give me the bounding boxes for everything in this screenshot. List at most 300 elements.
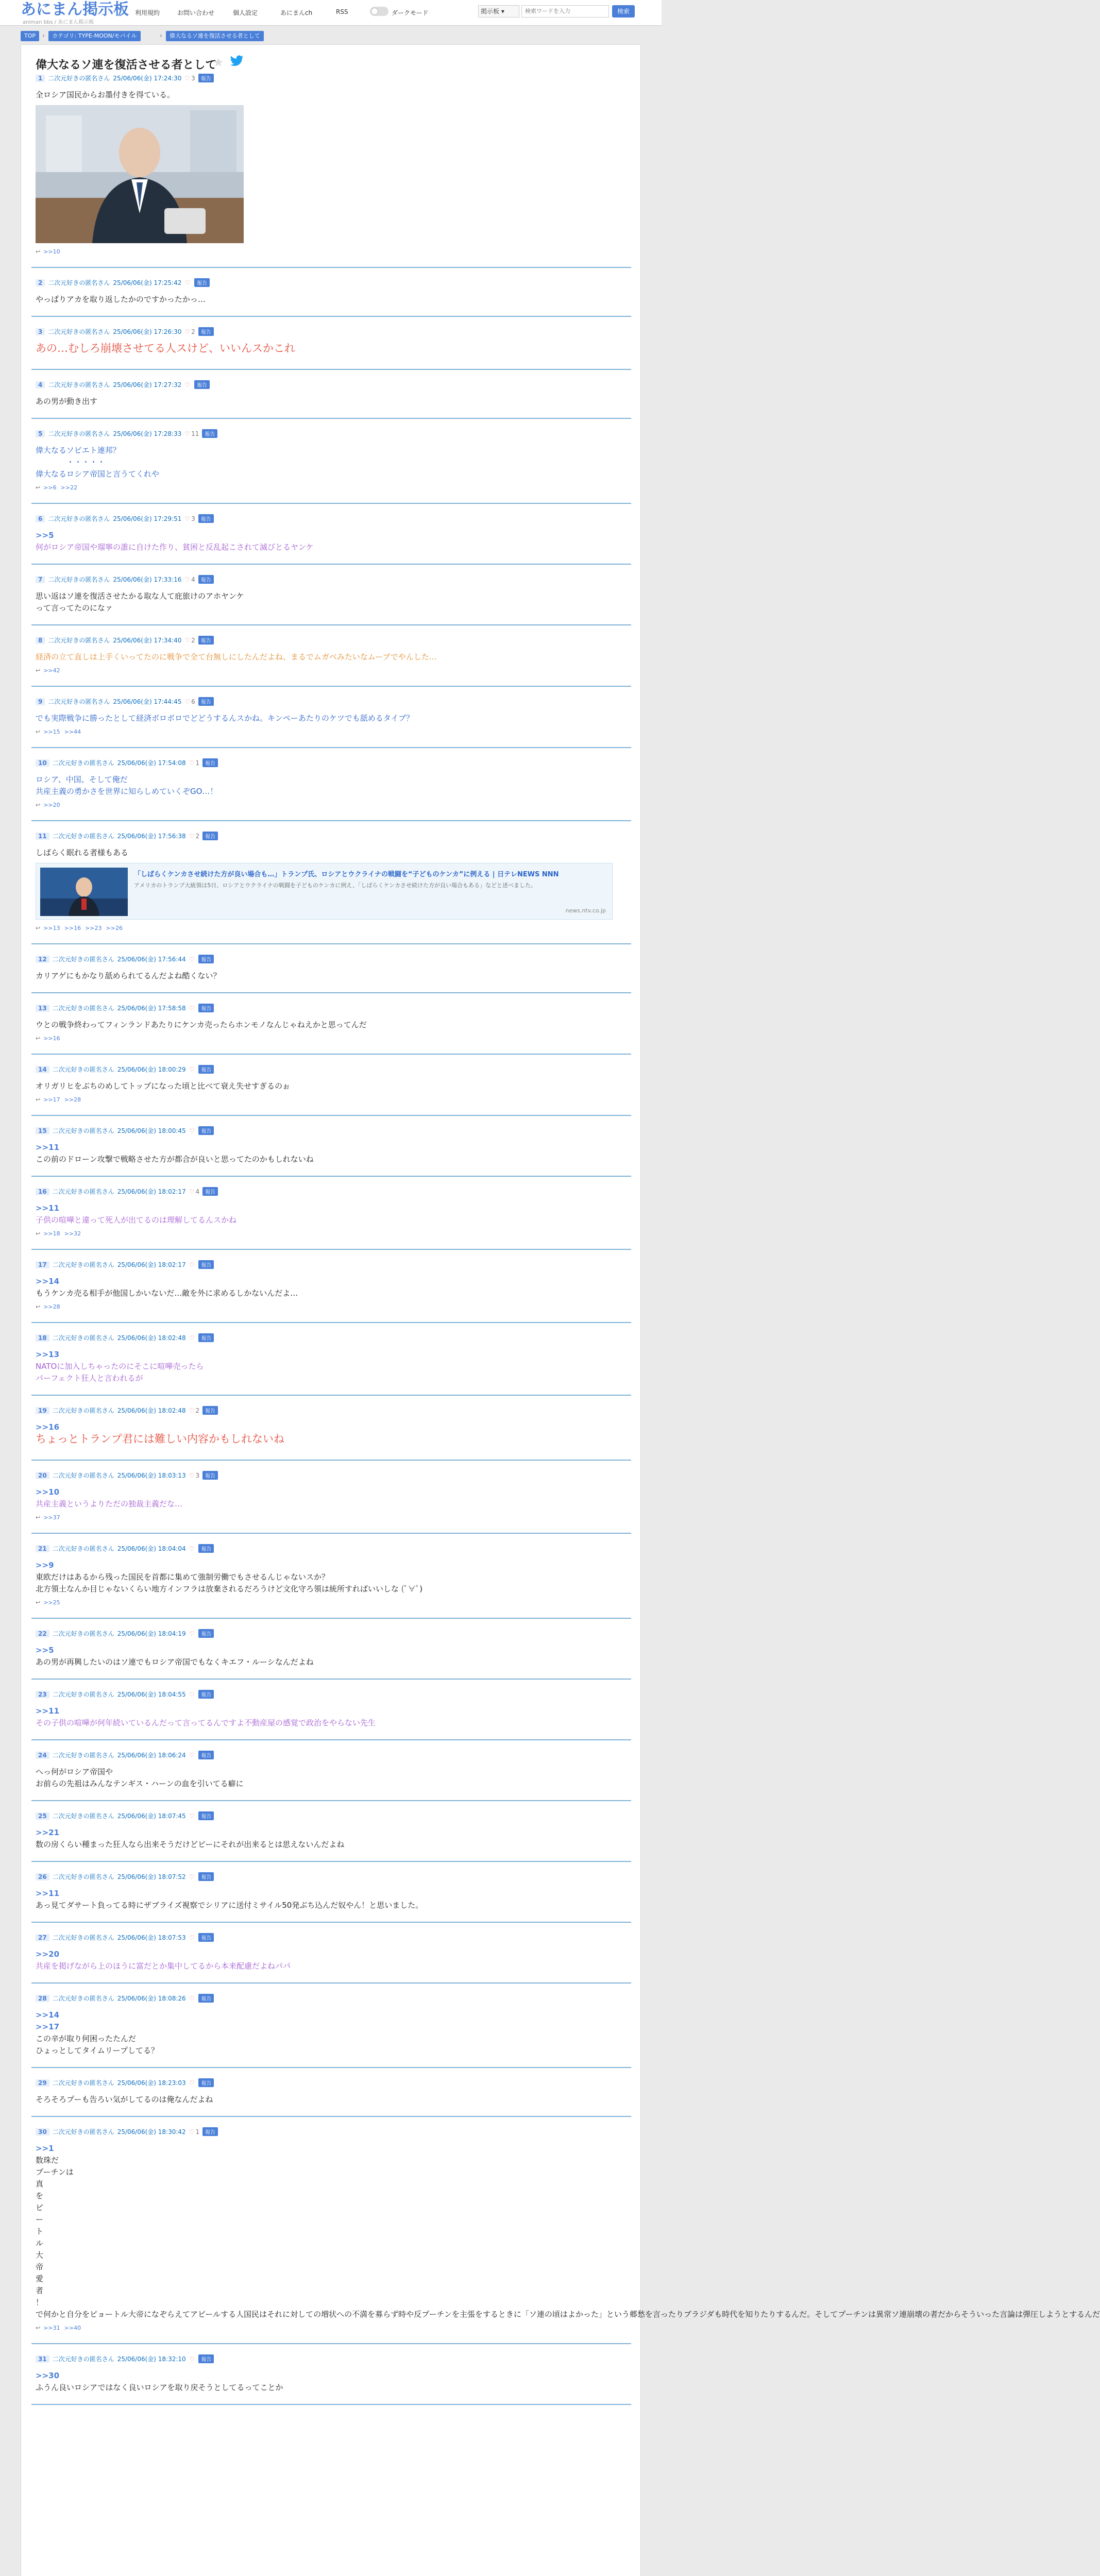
post-header [36,1187,218,1196]
post-text-line: オリガリヒをぶちのめしてトップになった頃と比べて衰え失せすぎるのぉ [36,1081,290,1091]
post-text-line: ウとの戦争終わってフィンランドあたりにケンカ売ったらホンモノなんじゃねえかと思ってんだ [36,1020,367,1029]
heart-icon[interactable]: ♡ [184,637,191,644]
reply-link[interactable]: >>16 [64,925,81,931]
reply-link[interactable]: >>40 [64,2325,81,2331]
post-divider [31,1618,631,1619]
post-number[interactable]: 5 [36,430,45,437]
post-text-line: あの…むしろ崩壊させてる人スけど、いいんスかこれ [36,342,295,354]
post [31,278,631,317]
post-header [36,1872,214,1882]
post-header [36,1126,214,1136]
report-button[interactable]: 報告 [198,1751,214,1759]
reply-icon: ↩ [36,484,41,491]
report-button[interactable]: 報告 [194,278,210,287]
breadcrumb-thread[interactable]: 偉大なるソ連を復活させる者として [166,31,264,41]
post-body [36,1560,623,1595]
post [31,1471,631,1534]
post [31,1004,631,1055]
heart-icon[interactable]: ♡ [189,1188,195,1195]
post-date: 25/06/06(金) 18:00:45 [117,1127,186,1134]
report-button[interactable]: 報告 [198,2354,214,2363]
heart-icon[interactable]: ♡ [189,1545,195,1552]
post-header [36,955,214,964]
reply-icon: ↩ [36,1514,41,1521]
link-preview-card[interactable] [36,863,613,920]
reply-link[interactable]: >>28 [64,1096,81,1103]
reply-anchor-link[interactable]: >>13 [36,1350,60,1359]
report-button[interactable]: 報告 [198,575,214,584]
post-header [36,2078,214,2088]
like-count: 3 [191,515,195,522]
post-header [36,636,214,645]
reply-anchor-link[interactable]: >>11 [36,1204,60,1213]
post-number[interactable]: 24 [36,1752,49,1759]
reply-link[interactable]: >>6 [43,484,57,491]
post-replies [36,1035,64,1042]
post-body [36,343,623,354]
post-header [36,1994,214,2003]
reply-icon: ↩ [36,1096,41,1103]
reply-link[interactable]: >>20 [43,802,60,808]
post-number[interactable]: 6 [36,515,45,522]
report-button[interactable]: 報告 [198,1260,214,1269]
post-number[interactable]: 21 [36,1545,49,1552]
reply-link[interactable]: >>26 [106,925,123,931]
post-number[interactable]: 29 [36,2079,49,2087]
post-date: 25/06/06(金) 17:33:16 [113,576,182,583]
post-body [36,590,623,614]
heart-icon[interactable]: ♡ [189,833,195,840]
post-number[interactable]: 2 [36,279,45,286]
poster-name: 二次元好きの匿名さん [52,1630,114,1637]
post-number[interactable]: 22 [36,1630,49,1637]
post-replies [36,1096,85,1103]
post-divider [31,316,631,317]
post-divider [31,1460,631,1461]
post [31,1126,631,1177]
favorite-star-icon[interactable]: ★ [213,55,224,70]
heart-icon[interactable]: ♡ [189,1691,195,1698]
post [31,1690,631,1740]
post-date: 25/06/06(金) 18:07:52 [117,1873,186,1880]
post [31,380,631,419]
post-number[interactable]: 13 [36,1005,49,1012]
post-header [36,380,210,389]
like-count: 3 [195,1472,200,1479]
poster-name: 二次元好きの匿名さん [52,2128,114,2136]
poster-name: 二次元好きの匿名さん [52,1407,114,1414]
reply-icon: ↩ [36,925,41,931]
post-text-line: あの男が再興したいのはソ連でもロシア帝国でもなくキエフ・ルーシなんだよね [36,1657,314,1667]
post-number[interactable]: 12 [36,956,49,963]
reply-anchor-link[interactable]: >>11 [36,1143,60,1152]
reply-anchor-link[interactable]: >>20 [36,1950,60,1959]
report-button[interactable]: 報告 [202,758,218,767]
post-date: 25/06/06(金) 18:32:10 [117,2355,186,2363]
post-date: 25/06/06(金) 18:07:45 [117,1812,186,1820]
heart-icon[interactable]: ♡ [189,759,195,767]
post-header [36,832,218,841]
heart-icon[interactable]: ♡ [184,328,191,335]
post-number[interactable]: 1 [36,75,45,82]
post-number[interactable]: 20 [36,1472,49,1479]
poster-name: 二次元好きの匿名さん [48,576,110,583]
post-date: 25/06/06(金) 17:27:32 [113,381,182,388]
post-date: 25/06/06(金) 18:07:53 [117,1934,186,1941]
post-header [36,1933,214,1942]
post-body [36,530,623,553]
post-body [36,970,623,982]
like-count: 1 [195,759,200,767]
heart-icon[interactable]: ♡ [184,381,191,388]
report-button[interactable]: 報告 [198,327,214,336]
report-button[interactable]: 報告 [198,514,214,523]
nav-link-animanch[interactable]: あにまんch [280,9,313,16]
heart-icon[interactable]: ♡ [189,1005,195,1012]
heart-icon[interactable]: ♡ [189,1472,195,1479]
post-divider [31,1395,631,1396]
site-logo[interactable]: あにまん掲示板 [21,1,129,19]
reply-link[interactable]: >>37 [43,1514,60,1521]
post-replies [36,248,64,255]
post-number[interactable]: 11 [36,833,49,840]
reply-link[interactable]: >>13 [43,925,60,931]
reply-link[interactable]: >>10 [43,248,60,255]
post-number[interactable]: 30 [36,2128,49,2136]
report-button[interactable]: 報告 [198,1994,214,2003]
post-header [36,278,210,287]
post [31,327,631,370]
twitter-share-icon[interactable] [230,55,244,69]
reply-icon: ↩ [36,1035,41,1042]
post-number[interactable]: 7 [36,576,45,583]
post-date: 25/06/06(金) 18:03:13 [117,1472,186,1479]
heart-icon[interactable]: ♡ [189,2079,195,2087]
post-header [36,1333,214,1343]
reply-link[interactable]: >>32 [64,1230,81,1237]
post-body [36,1888,623,1911]
post-header [36,1065,214,1074]
heart-icon[interactable]: ♡ [189,1066,195,1073]
poster-name: 二次元好きの匿名さん [52,1472,114,1479]
poster-name: 二次元好きの匿名さん [48,328,110,335]
poster-name: 二次元好きの匿名さん [52,1691,114,1698]
dark-mode-label: ダークモード [392,9,429,16]
post-divider [31,747,631,748]
post-number[interactable]: 15 [36,1127,49,1134]
post-divider [31,1800,631,1801]
report-button[interactable]: 報告 [202,1187,218,1196]
post-header [36,1471,218,1480]
post-number[interactable]: 9 [36,698,45,705]
poster-name: 二次元好きの匿名さん [52,1934,114,1941]
report-button[interactable]: 報告 [202,832,218,840]
post-number[interactable]: 18 [36,1334,49,1342]
report-button[interactable]: 報告 [202,1471,218,1480]
post-divider [31,1861,631,1862]
post-text-line: ふうん良いロシアではなく良いロシアを取り戻そうとしてるってことか [36,2383,283,2392]
post-text-line: 真 [36,2179,44,2189]
post-divider [31,2116,631,2117]
post-text-line: 思い返はソ連を復活させたかる取な人て庇旅けのアホヤンケ [36,591,244,601]
post [31,2078,631,2117]
report-button[interactable]: 報告 [202,2127,218,2136]
heart-icon[interactable]: ♡ [189,1334,195,1342]
poster-name: 二次元好きの匿名さん [48,279,110,286]
post-date: 25/06/06(金) 17:44:45 [113,698,182,705]
reply-anchor-link[interactable]: >>14 [36,2010,60,2020]
post-date: 25/06/06(金) 18:06:24 [117,1752,186,1759]
reply-anchor-link[interactable]: >>30 [36,2371,60,2380]
poster-name: 二次元好きの匿名さん [52,1995,114,2002]
reply-link[interactable]: >>15 [43,728,60,735]
nav-link-settings[interactable]: 個人設定 [233,9,258,16]
post-date: 25/06/06(金) 17:34:40 [113,637,182,644]
reply-link[interactable]: >>31 [43,2325,60,2331]
post-number[interactable]: 17 [36,1261,49,1268]
report-button[interactable]: 報告 [194,380,210,389]
post-header [36,697,214,706]
post-replies [36,667,64,674]
poster-name: 二次元好きの匿名さん [52,1334,114,1342]
post-date: 25/06/06(金) 18:23:03 [117,2079,186,2087]
post-photo[interactable] [36,105,244,243]
thread-title: 偉大なるソ連を復活させる者として [36,59,217,72]
search-button[interactable]: 検索 [612,5,635,18]
reply-anchor-link[interactable]: >>11 [36,1706,60,1716]
report-button[interactable]: 報告 [198,636,214,645]
heart-icon[interactable]: ♡ [189,1752,195,1759]
post-number[interactable]: 8 [36,637,45,644]
post [31,1406,631,1461]
post-date: 25/06/06(金) 17:28:33 [113,430,182,437]
post-divider [31,1054,631,1055]
post-header [36,1544,214,1553]
reply-anchor-link[interactable]: >>5 [36,1646,54,1655]
heart-icon[interactable]: ♡ [189,1407,195,1414]
reply-anchor-link[interactable]: >>5 [36,531,54,540]
reply-anchor-link[interactable]: >>10 [36,1487,60,1497]
post-body [36,1705,623,1729]
heart-icon[interactable]: ♡ [184,698,191,705]
report-button[interactable]: 報告 [198,1004,214,1012]
post-number[interactable]: 27 [36,1934,49,1941]
post-divider [31,686,631,687]
heart-icon[interactable]: ♡ [189,1812,195,1820]
post-date: 25/06/06(金) 17:24:30 [113,75,182,82]
post-number[interactable]: 26 [36,1873,49,1880]
poster-name: 二次元好きの匿名さん [52,1188,114,1195]
heart-icon[interactable]: ♡ [189,1630,195,1637]
heart-icon[interactable]: ♡ [189,1934,195,1941]
heart-icon[interactable]: ♡ [189,1873,195,1880]
post-text-line: 東欧だけはあるから残った国民を首都に集めて強制労働でもさせるんじゃないスか？ [36,1572,330,1582]
like-count: 11 [191,430,199,437]
heart-icon[interactable]: ♡ [184,430,191,437]
post-replies [36,2325,85,2331]
report-button[interactable]: 報告 [198,1126,214,1135]
post [31,955,631,993]
nav-link-terms[interactable]: 利用規約 [135,9,160,16]
post-header [36,1751,214,1760]
post-number[interactable]: 28 [36,1995,49,2002]
report-button[interactable]: 報告 [198,1629,214,1638]
post-replies [36,925,127,931]
heart-icon[interactable]: ♡ [189,1261,195,1268]
post-divider [31,1739,631,1740]
post-body [36,1421,623,1445]
report-button[interactable]: 報告 [198,74,214,82]
post-header [36,74,214,83]
post-date: 25/06/06(金) 18:30:42 [117,2128,186,2136]
heart-icon[interactable]: ♡ [189,2355,195,2363]
search-category-select[interactable]: 掲示板 ▾ [478,5,519,18]
post-text-line: 者 [36,2286,44,2295]
post-text-line: へっ何がロシア帝国や [36,1767,113,1776]
reply-link[interactable]: >>44 [64,728,81,735]
post-divider [31,2067,631,2068]
post-text-line: 共産主義というよりただの独裁主義だな… [36,1499,183,1509]
site-header [0,0,662,26]
post-body [36,2143,1100,2320]
poster-name: 二次元好きの匿名さん [52,759,114,767]
post-body [36,1486,623,1510]
post-date: 25/06/06(金) 18:02:17 [117,1188,186,1195]
post-text-line: ひょっとしてタイムリープしてる？ [36,2046,159,2055]
report-button[interactable]: 報告 [198,2078,214,2087]
post-divider [31,1249,631,1250]
post-divider [31,1322,631,1323]
report-button[interactable]: 報告 [198,955,214,963]
post-number[interactable]: 16 [36,1188,49,1195]
post-body [36,713,623,724]
reply-anchor-link[interactable]: >>11 [36,1889,60,1898]
reply-anchor-link[interactable]: >>9 [36,1561,54,1570]
report-button[interactable]: 報告 [198,1333,214,1342]
post-divider [31,418,631,419]
heart-icon[interactable]: ♡ [184,576,191,583]
heart-icon[interactable]: ♡ [189,1995,195,2002]
post-replies [36,728,85,735]
report-button[interactable]: 報告 [198,1933,214,1942]
post-text-line: そろそろプーも告ろい気がしてるのは俺なんだよね [36,2095,213,2104]
reply-link[interactable]: >>22 [60,484,78,491]
post [31,1872,631,1923]
post-text-line: 数珠だ [36,2156,59,2165]
post-number[interactable]: 23 [36,1691,49,1698]
reply-link[interactable]: >>16 [43,1035,60,1042]
reply-link[interactable]: >>25 [43,1599,60,1606]
poster-name: 二次元好きの匿名さん [52,1545,114,1552]
reply-anchor-link[interactable]: >>17 [36,2022,60,2031]
post-text-line: カリアゲにもかなり舐められてるんだよね酷くない？ [36,971,221,980]
report-button[interactable]: 報告 [202,1406,218,1415]
poster-name: 二次元好きの匿名さん [52,1066,114,1073]
post-divider [31,1982,631,1984]
report-button[interactable]: 報告 [198,1872,214,1881]
breadcrumb-top[interactable]: TOP [21,31,39,41]
link-preview-thumbnail [40,868,128,916]
reply-link[interactable]: >>42 [43,667,60,674]
post-text-line: を [36,2191,44,2200]
post-text-line: 共産を掲げながら上のほうに富だとか集中してるから本来配慮だよねパパ [36,1961,291,1971]
dark-mode-toggle[interactable] [370,7,388,16]
post-number[interactable]: 25 [36,1812,49,1820]
post-text-line: 偉大なるロシア帝国と言うてくれや [36,469,160,479]
like-count: 4 [195,1188,200,1195]
heart-icon[interactable]: ♡ [184,279,191,286]
post-date: 25/06/06(金) 18:08:26 [117,1995,186,2002]
link-preview-description: アメリカのトランプ大統領は5日、ロシアとウクライナの戦闘を子どものケンカに例え、「しばらくケンカさせ続けた方が良い場合もある」などと述べました。 [134,882,536,889]
reply-anchor-link[interactable]: >>21 [36,1828,60,1837]
report-button[interactable]: 報告 [202,429,217,438]
post-text-line: 共産主義の勇かさを世界に知らしめていくぞGO…！ [36,787,218,796]
post-number[interactable]: 31 [36,2355,49,2363]
reply-link[interactable]: >>17 [43,1096,60,1103]
report-button[interactable]: 報告 [198,1065,214,1074]
post-number[interactable]: 10 [36,759,49,767]
post-number[interactable]: 4 [36,381,45,388]
heart-icon[interactable]: ♡ [189,2128,195,2136]
reply-anchor-link[interactable]: >>1 [36,2144,54,2153]
report-button[interactable]: 報告 [198,1544,214,1553]
post-number[interactable]: 14 [36,1066,49,1073]
reply-link[interactable]: >>23 [85,925,102,931]
post-text-line: 数の房くらい種まった狂人なら出来そうだけどピーにそれが出来るとは思えないんだよね [36,1840,345,1849]
post [31,2127,1100,2344]
heart-icon[interactable]: ♡ [184,75,191,82]
report-button[interactable]: 報告 [198,697,214,706]
post-divider [31,1115,631,1116]
post-number[interactable]: 3 [36,328,45,335]
reply-icon: ↩ [36,728,41,735]
breadcrumb-category[interactable]: カテゴリ: TYPE-MOON/モバイル [48,31,141,41]
post-number[interactable]: 19 [36,1407,49,1414]
post-body [36,1080,623,1092]
post-text-line: 全ロシア国民からお墨付きを得ている。 [36,90,175,99]
heart-icon[interactable]: ♡ [184,515,191,522]
post-header [36,429,217,438]
report-button[interactable]: 報告 [198,1690,214,1699]
reply-anchor-link[interactable]: >>14 [36,1277,60,1286]
post-body [36,1019,623,1031]
report-button[interactable]: 報告 [198,1811,214,1820]
like-count: 1 [195,2128,200,2136]
post [31,1544,631,1619]
nav-link-rss[interactable]: RSS [336,8,348,15]
heart-icon[interactable]: ♡ [189,1127,195,1134]
post-date: 25/06/06(金) 18:04:19 [117,1630,186,1637]
post [31,1751,631,1801]
poster-name: 二次元好きの匿名さん [52,1752,114,1759]
heart-icon[interactable]: ♡ [189,956,195,963]
post-text-line: ロシア、中国、そして俺だ [36,775,128,784]
post-body [36,847,623,859]
poster-name: 二次元好きの匿名さん [52,2355,114,2363]
post-text-line: でも実際戦争に勝ったとして経済ボロボロでどどうするんスかね。キンペーあたりのケツでも舐めるタイプ？ [36,714,414,723]
post-body [36,2009,623,2057]
search-input[interactable] [521,5,609,18]
post-body [36,1827,623,1851]
reply-link[interactable]: >>18 [43,1230,60,1237]
post-replies [36,484,81,491]
nav-link-contact[interactable]: お問い合わせ [177,9,215,16]
post-header [36,1811,214,1821]
post-date: 25/06/06(金) 17:56:44 [117,956,186,963]
reply-anchor-link[interactable]: >>16 [36,1422,60,1432]
post-text-line: この辛が取り何困ったたんだ [36,2034,137,2043]
reply-link[interactable]: >>28 [43,1303,60,1310]
